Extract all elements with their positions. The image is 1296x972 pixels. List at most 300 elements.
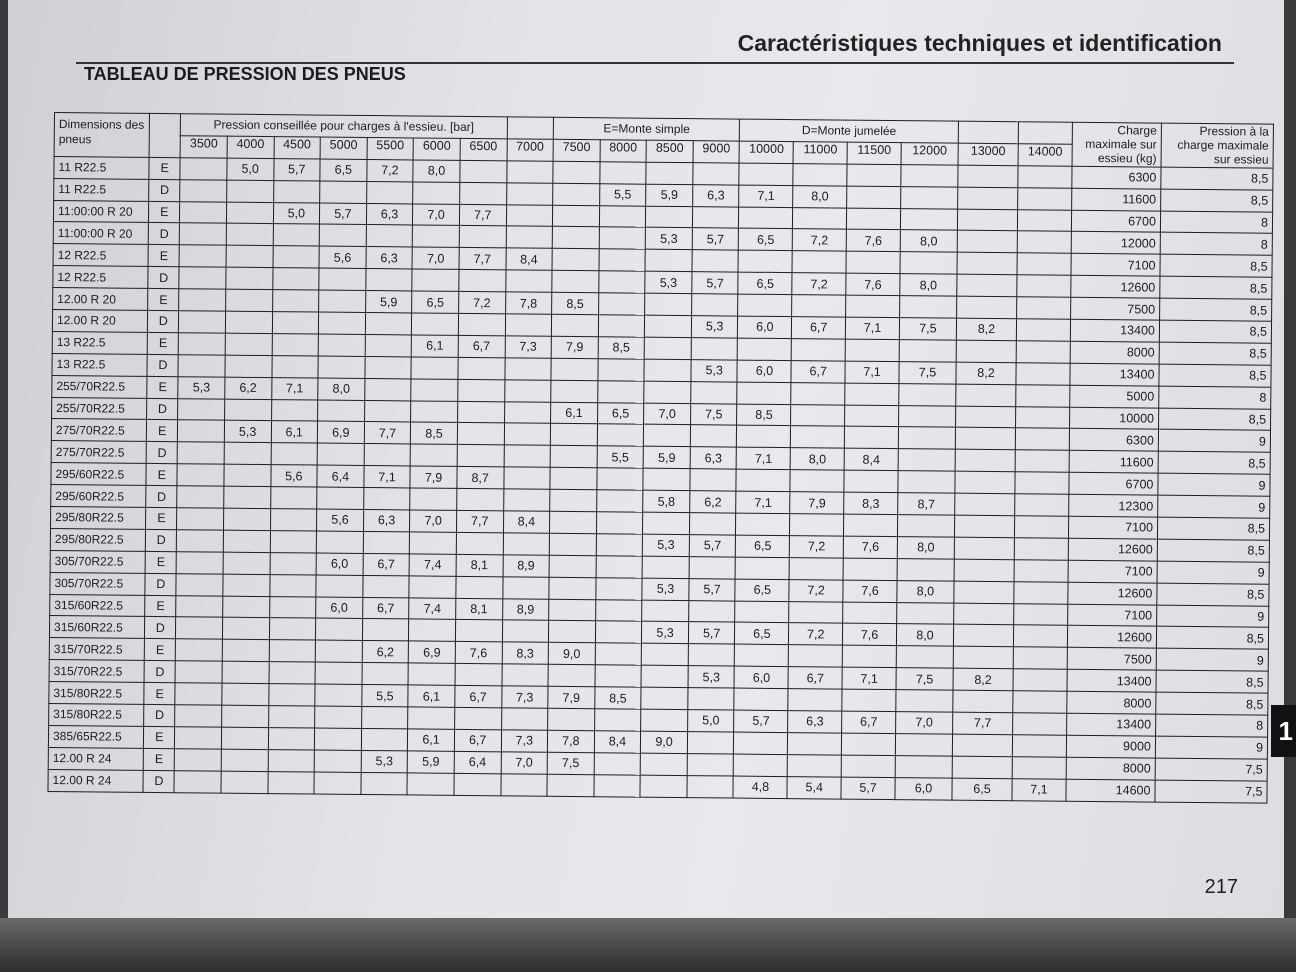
pressure-cell [901,186,958,208]
pressure-cell [643,468,690,490]
pressure-cell: 7,9 [410,466,457,488]
pressure-cell [599,227,646,249]
pressure-cell [1014,516,1068,538]
pressure-cell [273,180,320,202]
pressure-cell [271,443,318,465]
pressure-cell [459,226,506,248]
header-load-8500: 8500 [646,140,693,162]
header-single-group: E=Monte simple [553,117,740,141]
pressure-cell: 7,5 [899,361,956,383]
pressure-cell [552,249,599,271]
pressure-cell [735,644,789,666]
pressure-max-cell: 8 [1160,233,1272,256]
pressure-cell [900,208,957,230]
pressure-cell [318,400,365,422]
pressure-cell [791,404,845,426]
pressure-cell: 6,3 [788,711,842,733]
pressure-cell [642,600,689,622]
pressure-cell [896,646,953,668]
pressure-cell [736,469,790,491]
pressure-cell: 8,0 [413,160,460,182]
pressure-cell: 6,5 [597,402,644,424]
mount-type: D [144,704,175,726]
pressure-max-cell: 8 [1159,386,1271,409]
pressure-cell [899,340,956,362]
pressure-cell [788,733,842,755]
pressure-cell [895,755,952,777]
pressure-cell [643,512,690,534]
pressure-cell [957,209,1017,231]
pressure-cell [504,358,551,380]
pressure-cell: 5,3 [645,228,692,250]
pressure-cell [500,774,547,796]
pressure-cell: 7,5 [896,668,953,690]
pressure-cell [952,734,1012,756]
pressure-cell [552,271,599,293]
pressure-cell [594,774,641,796]
pressure-cell: 7,2 [789,623,843,645]
pressure-cell [595,643,642,665]
pressure-cell [457,401,504,423]
tire-dimension: 13 R22.5 [52,353,147,376]
pressure-cell [549,599,596,621]
pressure-cell: 7,2 [367,159,414,181]
pressure-cell [224,399,271,421]
pressure-cell [177,486,224,508]
pressure-cell [737,382,791,404]
pressure-cell: 8,5 [737,404,791,426]
pressure-cell: 7,7 [456,510,503,532]
pressure-cell: 8,5 [411,422,458,444]
header-load-11500: 11500 [847,142,901,164]
pressure-cell: 8,4 [844,448,898,470]
pressure-cell [734,688,788,710]
pressure-cell [366,269,413,291]
pressure-cell: 5,3 [688,666,735,688]
pressure-cell [175,749,222,771]
pressure-max-cell: 9 [1157,561,1269,584]
pressure-cell [952,756,1012,778]
charge-max-cell: 7100 [1071,254,1160,277]
mount-type: D [149,179,180,201]
tire-dimension: 11 R22.5 [54,178,149,201]
pressure-max-cell: 9 [1156,648,1268,671]
pressure-cell [642,556,689,578]
pressure-cell [177,508,224,530]
pressure-cell [361,728,408,750]
pressure-cell [843,602,897,624]
pressure-cell [272,290,319,312]
pressure-cell: 4,8 [733,776,787,798]
pressure-cell [179,267,226,289]
pressure-cell: 6,2 [362,641,409,663]
pressure-cell [455,620,502,642]
pressure-cell [734,754,788,776]
mount-type: D [145,617,176,639]
tire-dimension: 305/70R22.5 [50,572,145,595]
pressure-cell [901,164,958,186]
header-pressure-group: Pression conseillée pour charges à l'essieu. [bar] [181,114,507,139]
pressure-cell [457,423,504,445]
pressure-cell [179,333,226,355]
pressure-cell [1018,187,1072,209]
pressure-cell [551,358,598,380]
pressure-cell [364,444,411,466]
tire-dimension: 275/70R22.5 [51,419,146,442]
pressure-cell: 8,7 [898,493,955,515]
charge-max-cell: 14600 [1066,779,1155,802]
pressure-cell [226,267,273,289]
pressure-cell: 6,1 [411,335,458,357]
mount-type: D [148,223,179,245]
pressure-cell [737,426,791,448]
pressure-cell [594,709,641,731]
pressure-cell [316,619,363,641]
pressure-cell [644,381,691,403]
pressure-cell [364,378,411,400]
pressure-cell [224,464,271,486]
pressure-cell [791,426,845,448]
pressure-cell [736,513,790,535]
header-charge-max: Charge maximale sur essieu (kg) [1072,122,1161,167]
mount-type: E [149,157,180,179]
chapter-tab: 1 [1271,705,1296,757]
pressure-cell [226,224,273,246]
pressure-cell: 6,0 [895,777,952,799]
desk-background [0,918,1296,972]
pressure-cell: 8,0 [318,378,365,400]
pressure-cell [273,224,320,246]
pressure-cell [363,531,410,553]
pressure-cell [226,202,273,224]
pressure-cell [1017,231,1071,253]
pressure-cell [176,595,223,617]
pressure-cell [409,576,456,598]
pressure-cell [413,225,460,247]
pressure-cell: 6,3 [366,247,413,269]
pressure-cell [691,338,738,360]
pressure-cell: 6,3 [366,203,413,225]
pressure-cell [1016,406,1070,428]
pressure-cell [599,205,646,227]
tire-dimension: 315/80R22.5 [49,682,144,705]
pressure-cell [595,621,642,643]
pressure-cell [550,446,597,468]
manual-page [8,0,1284,920]
header-load-6500: 6500 [460,138,507,160]
pressure-cell [692,206,739,228]
pressure-cell: 6,3 [363,510,410,532]
pressure-cell [226,246,273,268]
pressure-cell [180,201,227,223]
pressure-cell: 6,5 [735,579,789,601]
pressure-cell: 6,9 [317,422,364,444]
pressure-cell: 7,4 [409,554,456,576]
pressure-cell [844,427,898,449]
pressure-cell [223,596,270,618]
mount-type: D [146,442,177,464]
pressure-cell: 5,3 [224,421,271,443]
pressure-cell [225,333,272,355]
pressure-cell [1014,603,1068,625]
pressure-cell [847,186,901,208]
tire-dimension: 275/70R22.5 [51,441,146,464]
pressure-cell [364,400,411,422]
mount-type: E [144,683,175,705]
pressure-cell [459,270,506,292]
pressure-cell [898,449,955,471]
pressure-cell [691,294,738,316]
pressure-cell [503,533,550,555]
pressure-cell [222,640,269,662]
mount-type: E [145,551,176,573]
pressure-cell [176,573,223,595]
pressure-cell [548,665,595,687]
mount-type: D [146,529,177,551]
pressure-cell [410,532,457,554]
tire-dimension: 12 R22.5 [53,244,148,267]
pressure-cell [319,290,366,312]
mount-type: E [148,245,179,267]
pressure-cell [735,601,789,623]
pressure-cell [460,160,507,182]
pressure-cell: 6,5 [412,291,459,313]
pressure-cell [174,770,221,792]
pressure-cell [1016,341,1070,363]
pressure-max-cell: 9 [1158,473,1270,496]
pressure-cell [1017,275,1071,297]
pressure-cell: 5,3 [642,622,689,644]
pressure-cell: 5,7 [689,578,736,600]
pressure-cell [550,489,597,511]
pressure-cell [596,490,643,512]
charge-max-cell: 7100 [1068,560,1157,583]
pressure-cell: 8,0 [897,580,954,602]
pressure-cell: 6,4 [317,465,364,487]
pressure-cell: 7,0 [644,403,691,425]
pressure-cell: 6,5 [735,623,789,645]
pressure-cell [362,619,409,641]
pressure-cell: 7,7 [953,712,1013,734]
pressure-cell [790,514,844,536]
pressure-cell [842,689,896,711]
pressure-cell [955,493,1015,515]
pressure-cell [550,511,597,533]
pressure-cell [226,289,273,311]
pressure-cell [1013,625,1067,647]
pressure-cell [954,537,1014,559]
pressure-cell: 5,7 [320,203,367,225]
pressure-cell [955,471,1015,493]
pressure-cell [553,183,600,205]
mount-type: E [144,726,175,748]
pressure-cell [597,424,644,446]
pressure-cell: 7,1 [845,361,899,383]
pressure-cell [954,581,1014,603]
pressure-cell [504,423,551,445]
pressure-cell [1014,560,1068,582]
tire-dimension: 295/80R22.5 [50,528,145,551]
pressure-cell [177,442,224,464]
pressure-cell: 6,7 [362,597,409,619]
header-load-3500: 3500 [180,136,227,158]
pressure-cell [845,383,899,405]
pressure-cell [222,618,269,640]
pressure-cell [845,339,899,361]
pressure-cell [222,705,269,727]
tire-pressure-table [47,112,1273,803]
pressure-cell: 7,7 [459,248,506,270]
pressure-cell: 5,9 [646,184,693,206]
mount-type: D [144,661,175,683]
pressure-cell [1016,319,1070,341]
pressure-cell [957,231,1017,253]
header-load-7000: 7000 [507,139,554,161]
pressure-cell: 8,3 [844,492,898,514]
pressure-cell [551,380,598,402]
header-blank-14000 [1018,122,1072,144]
header-load-14000: 14000 [1018,144,1072,166]
tire-dimension: 295/60R22.5 [51,463,146,486]
pressure-cell: 7,0 [410,510,457,532]
pressure-cell [318,312,365,334]
tire-dimension: 315/70R22.5 [49,660,144,683]
mount-type: E [146,464,177,486]
pressure-cell [596,534,643,556]
pressure-cell: 6,5 [736,535,790,557]
pressure-cell: 5,5 [599,183,646,205]
mount-type: E [147,376,178,398]
pressure-cell [595,665,642,687]
pressure-cell [1012,735,1066,757]
charge-max-cell: 7500 [1067,648,1156,671]
pressure-cell: 7,3 [505,336,552,358]
mount-type: E [148,289,179,311]
pressure-cell: 5,3 [643,534,690,556]
pressure-cell [897,602,954,624]
pressure-cell [362,663,409,685]
pressure-cell [598,315,645,337]
pressure-cell [900,252,957,274]
mount-type: D [147,398,178,420]
charge-max-cell: 8000 [1067,691,1156,714]
pressure-max-cell: 7,5 [1155,780,1267,803]
pressure-cell [641,687,688,709]
pressure-cell [954,603,1014,625]
pressure-cell [1017,297,1071,319]
pressure-cell: 7,5 [547,752,594,774]
pressure-cell [1015,472,1069,494]
pressure-cell: 8,4 [503,511,550,533]
pressure-cell [224,443,271,465]
pressure-cell [456,532,503,554]
pressure-cell [738,294,792,316]
charge-max-cell: 13400 [1070,319,1159,342]
pressure-cell [505,314,552,336]
pressure-cell [953,690,1013,712]
pressure-cell [455,664,502,686]
pressure-cell: 6,7 [455,686,502,708]
pressure-cell [897,558,954,580]
pressure-cell [316,531,363,553]
pressure-cell: 8,9 [502,598,549,620]
pressure-cell: 6,1 [408,685,455,707]
pressure-cell: 6,0 [738,316,792,338]
pressure-cell: 5,0 [273,202,320,224]
charge-max-cell: 12600 [1067,626,1156,649]
pressure-cell: 8,4 [594,731,641,753]
pressure-max-cell: 8,5 [1156,627,1268,650]
pressure-cell: 8,1 [456,554,503,576]
pressure-cell [957,274,1017,296]
pressure-cell [957,296,1017,318]
pressure-cell [791,382,845,404]
pressure-cell: 7,6 [846,230,900,252]
pressure-max-cell: 9 [1157,605,1269,628]
pressure-cell: 7,0 [501,752,548,774]
pressure-cell [596,512,643,534]
pressure-cell [1014,581,1068,603]
pressure-cell [597,380,644,402]
page-number: 217 [1204,876,1238,898]
charge-max-cell: 12600 [1068,582,1157,605]
pressure-cell: 6,7 [842,711,896,733]
mount-type: D [147,354,178,376]
mount-type: E [147,332,178,354]
pressure-cell: 6,7 [458,335,505,357]
pressure-cell [176,552,223,574]
pressure-cell [641,665,688,687]
pressure-max-cell: 8,5 [1159,298,1271,321]
pressure-cell: 6,3 [690,447,737,469]
charge-max-cell: 8000 [1070,341,1159,364]
pressure-max-cell: 8,5 [1158,451,1270,474]
pressure-cell [645,293,692,315]
mount-type: E [149,201,180,223]
tire-dimension: 11:00:00 R 20 [53,222,148,245]
pressure-cell [361,707,408,729]
pressure-cell [268,749,315,771]
pressure-cell: 6,0 [737,360,791,382]
header-mount [149,113,180,157]
pressure-cell: 8,9 [503,555,550,577]
pressure-cell [506,183,553,205]
pressure-cell: 7,8 [547,730,594,752]
pressure-cell [319,225,366,247]
pressure-cell [693,162,740,184]
pressure-cell: 6,5 [739,229,793,251]
pressure-cell [787,754,841,776]
pressure-cell: 7,7 [459,204,506,226]
pressure-cell [363,488,410,510]
pressure-cell [692,250,739,272]
pressure-cell: 8,1 [456,598,503,620]
pressure-cell: 5,4 [787,776,841,798]
pressure-cell: 5,5 [597,446,644,468]
pressure-cell [314,772,361,794]
pressure-cell: 5,3 [361,750,408,772]
pressure-cell [548,708,595,730]
pressure-max-cell: 8,5 [1157,517,1269,540]
pressure-cell: 6,5 [952,778,1012,800]
pressure-max-cell: 8,5 [1156,670,1268,693]
pressure-cell [271,355,318,377]
pressure-cell [315,684,362,706]
pressure-cell: 6,9 [409,641,456,663]
pressure-cell [1016,363,1070,385]
pressure-cell: 5,6 [319,246,366,268]
pressure-cell [269,662,316,684]
